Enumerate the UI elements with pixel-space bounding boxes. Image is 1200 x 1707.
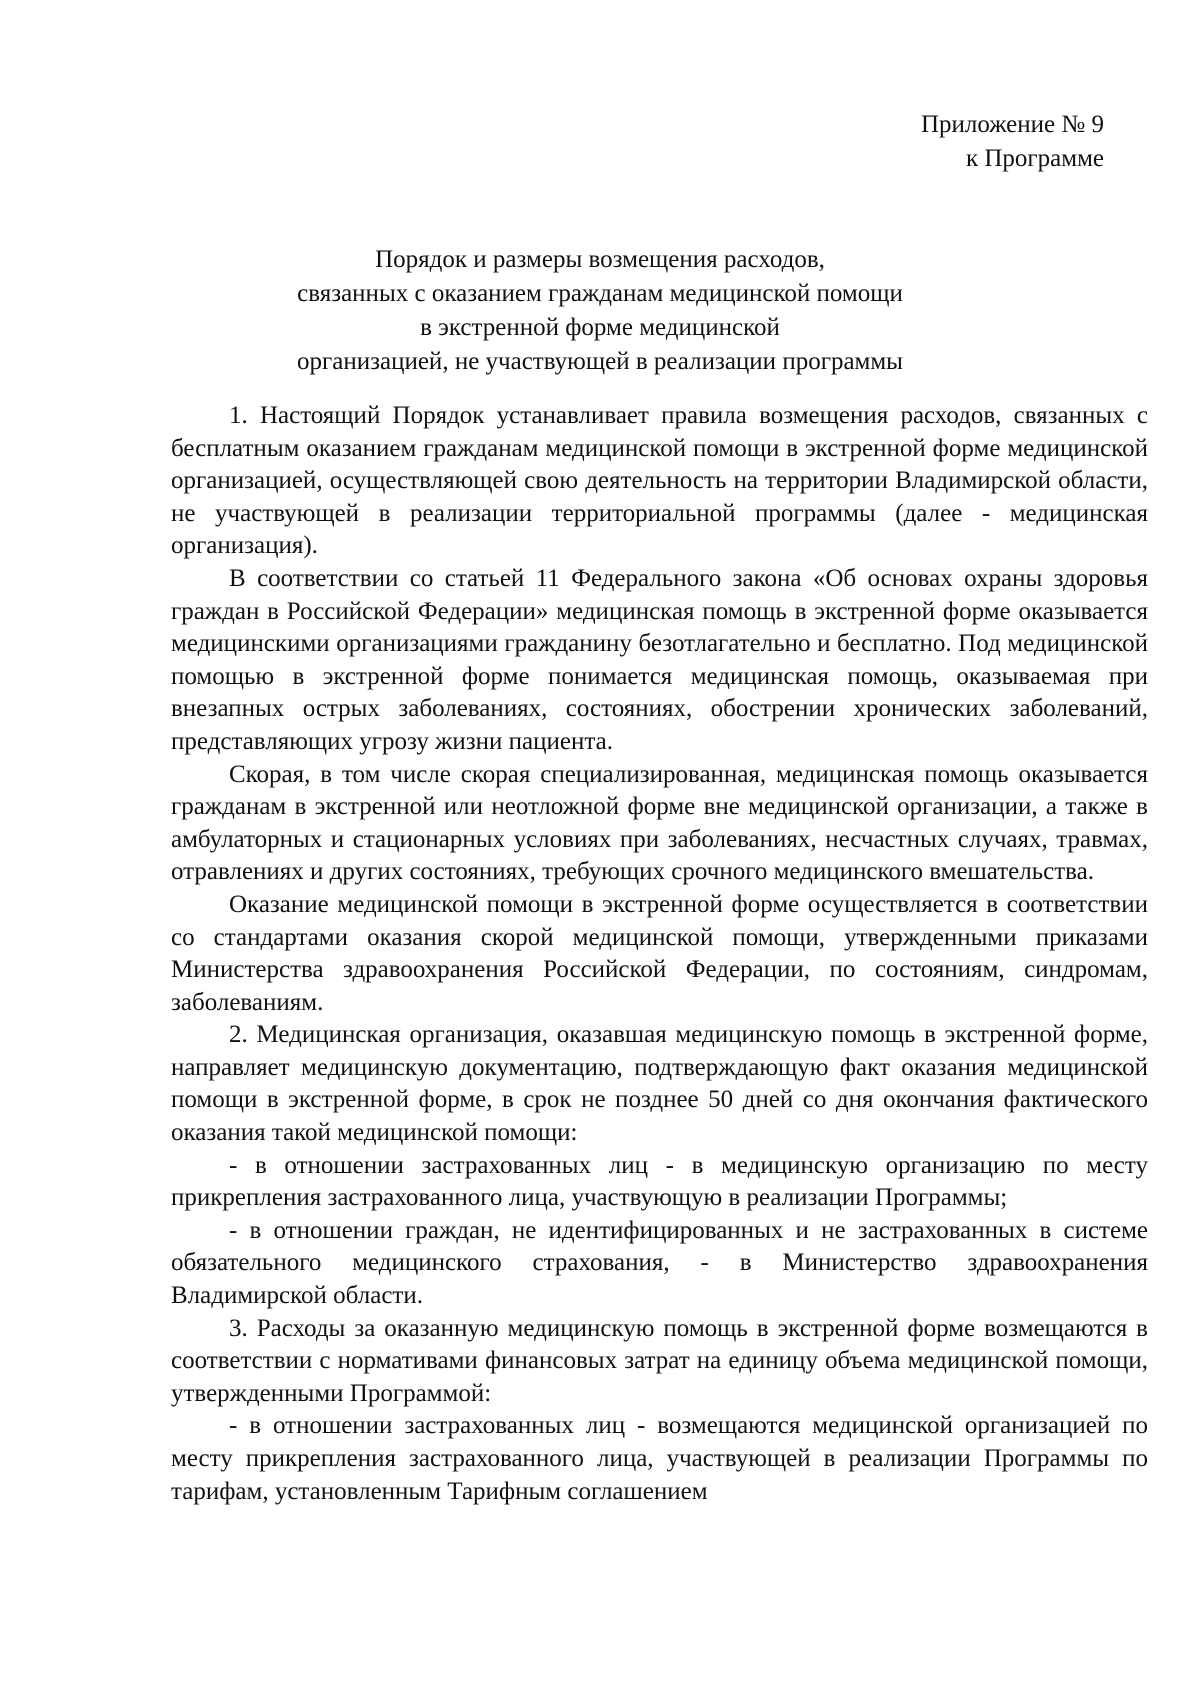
paragraph-3: Скорая, в том числе скорая специализированная, медицинская помощь оказывается гражданам в экстренной или неотложной форме вне медицинской организации, а также в амбулаторных и стационарных условиях при заболеваниях, несчастных случаях, травмах, отравлениях и других состояниях, требующих срочного медицинского вмешательства. (171, 760, 1148, 886)
paragraph-2: В соответствии со статьей 11 Федерального закона «Об основах охраны здоровья граждан в Российской Федерации» медицинская помощь в экстренной форме оказывается медицинскими организациями гражданину безотлагательно и бесплатно. Под медицинской помощью в экстренной форме понимается медицинская помощь, оказываемая при внезапных острых заболеваниях, состояниях, обострении хронических заболеваний, представляющих угрозу жизни пациента. (171, 564, 1148, 755)
title-line-3: в экстренной форме медицинской (420, 314, 780, 341)
title-line-2: связанных с оказанием гражданам медицинской помощи (297, 280, 903, 307)
document-body (171, 400, 1148, 1508)
title-line-4: организацией, не участвующей в реализации программы (297, 348, 903, 375)
appendix-number: Приложение № 9 (920, 111, 1104, 138)
paragraph-8: 3. Расходы за оказанную медицинскую помощь в экстренной форме возмещаются в соответствии с нормативами финансовых затрат на единицу объема медицинской помощи, утвержденными Программой: (171, 1314, 1148, 1407)
paragraph-7: - в отношении граждан, не идентифицированных и не застрахованных в системе обязательного медицинского страхования, - в Министерство здравоохранения Владимирской области. (171, 1216, 1148, 1310)
paragraph-1: 1. Настоящий Порядок устанавливает правила возмещения расходов, связанных с бесплатным оказанием гражданам медицинской помощи в экстренной форме медицинской организацией, осуществляющей свою деятельность на территории Владимирской области, не участвующей в реализации территориальной программы (далее - медицинская организация). (171, 402, 1148, 560)
paragraph-9: - в отношении застрахованных лиц - возмещаются медицинской организацией по месту прикрепления застрахованного лица, участвующей в реализации Программы по тарифам, установленным Тарифным соглашением (171, 1412, 1148, 1505)
title-line-1: Порядок и размеры возмещения расходов, (375, 246, 825, 273)
paragraph-4: Оказание медицинской помощи в экстренной форме осуществляется в соответствии со стандартами оказания скорой медицинской помощи, утвержденными приказами Министерства здравоохранения Российской Федерации, по состояниям, синдромам, заболеваниям. (171, 890, 1148, 1016)
paragraph-6: - в отношении застрахованных лиц - в медицинскую организацию по месту прикрепления застрахованного лица, участвующую в реализации Программы; (171, 1151, 1148, 1212)
document-title (150, 243, 1050, 379)
appendix-header (921, 108, 1104, 176)
paragraph-5: 2. Медицинская организация, оказавшая медицинскую помощь в экстренной форме, направляет медицинскую документацию, подтверждающую факт оказания медицинской помощи в экстренной форме, в срок не позднее 50 дней со дня окончания фактического оказания такой медицинской помощи: (171, 1021, 1148, 1147)
appendix-reference: к Программе (965, 145, 1104, 172)
